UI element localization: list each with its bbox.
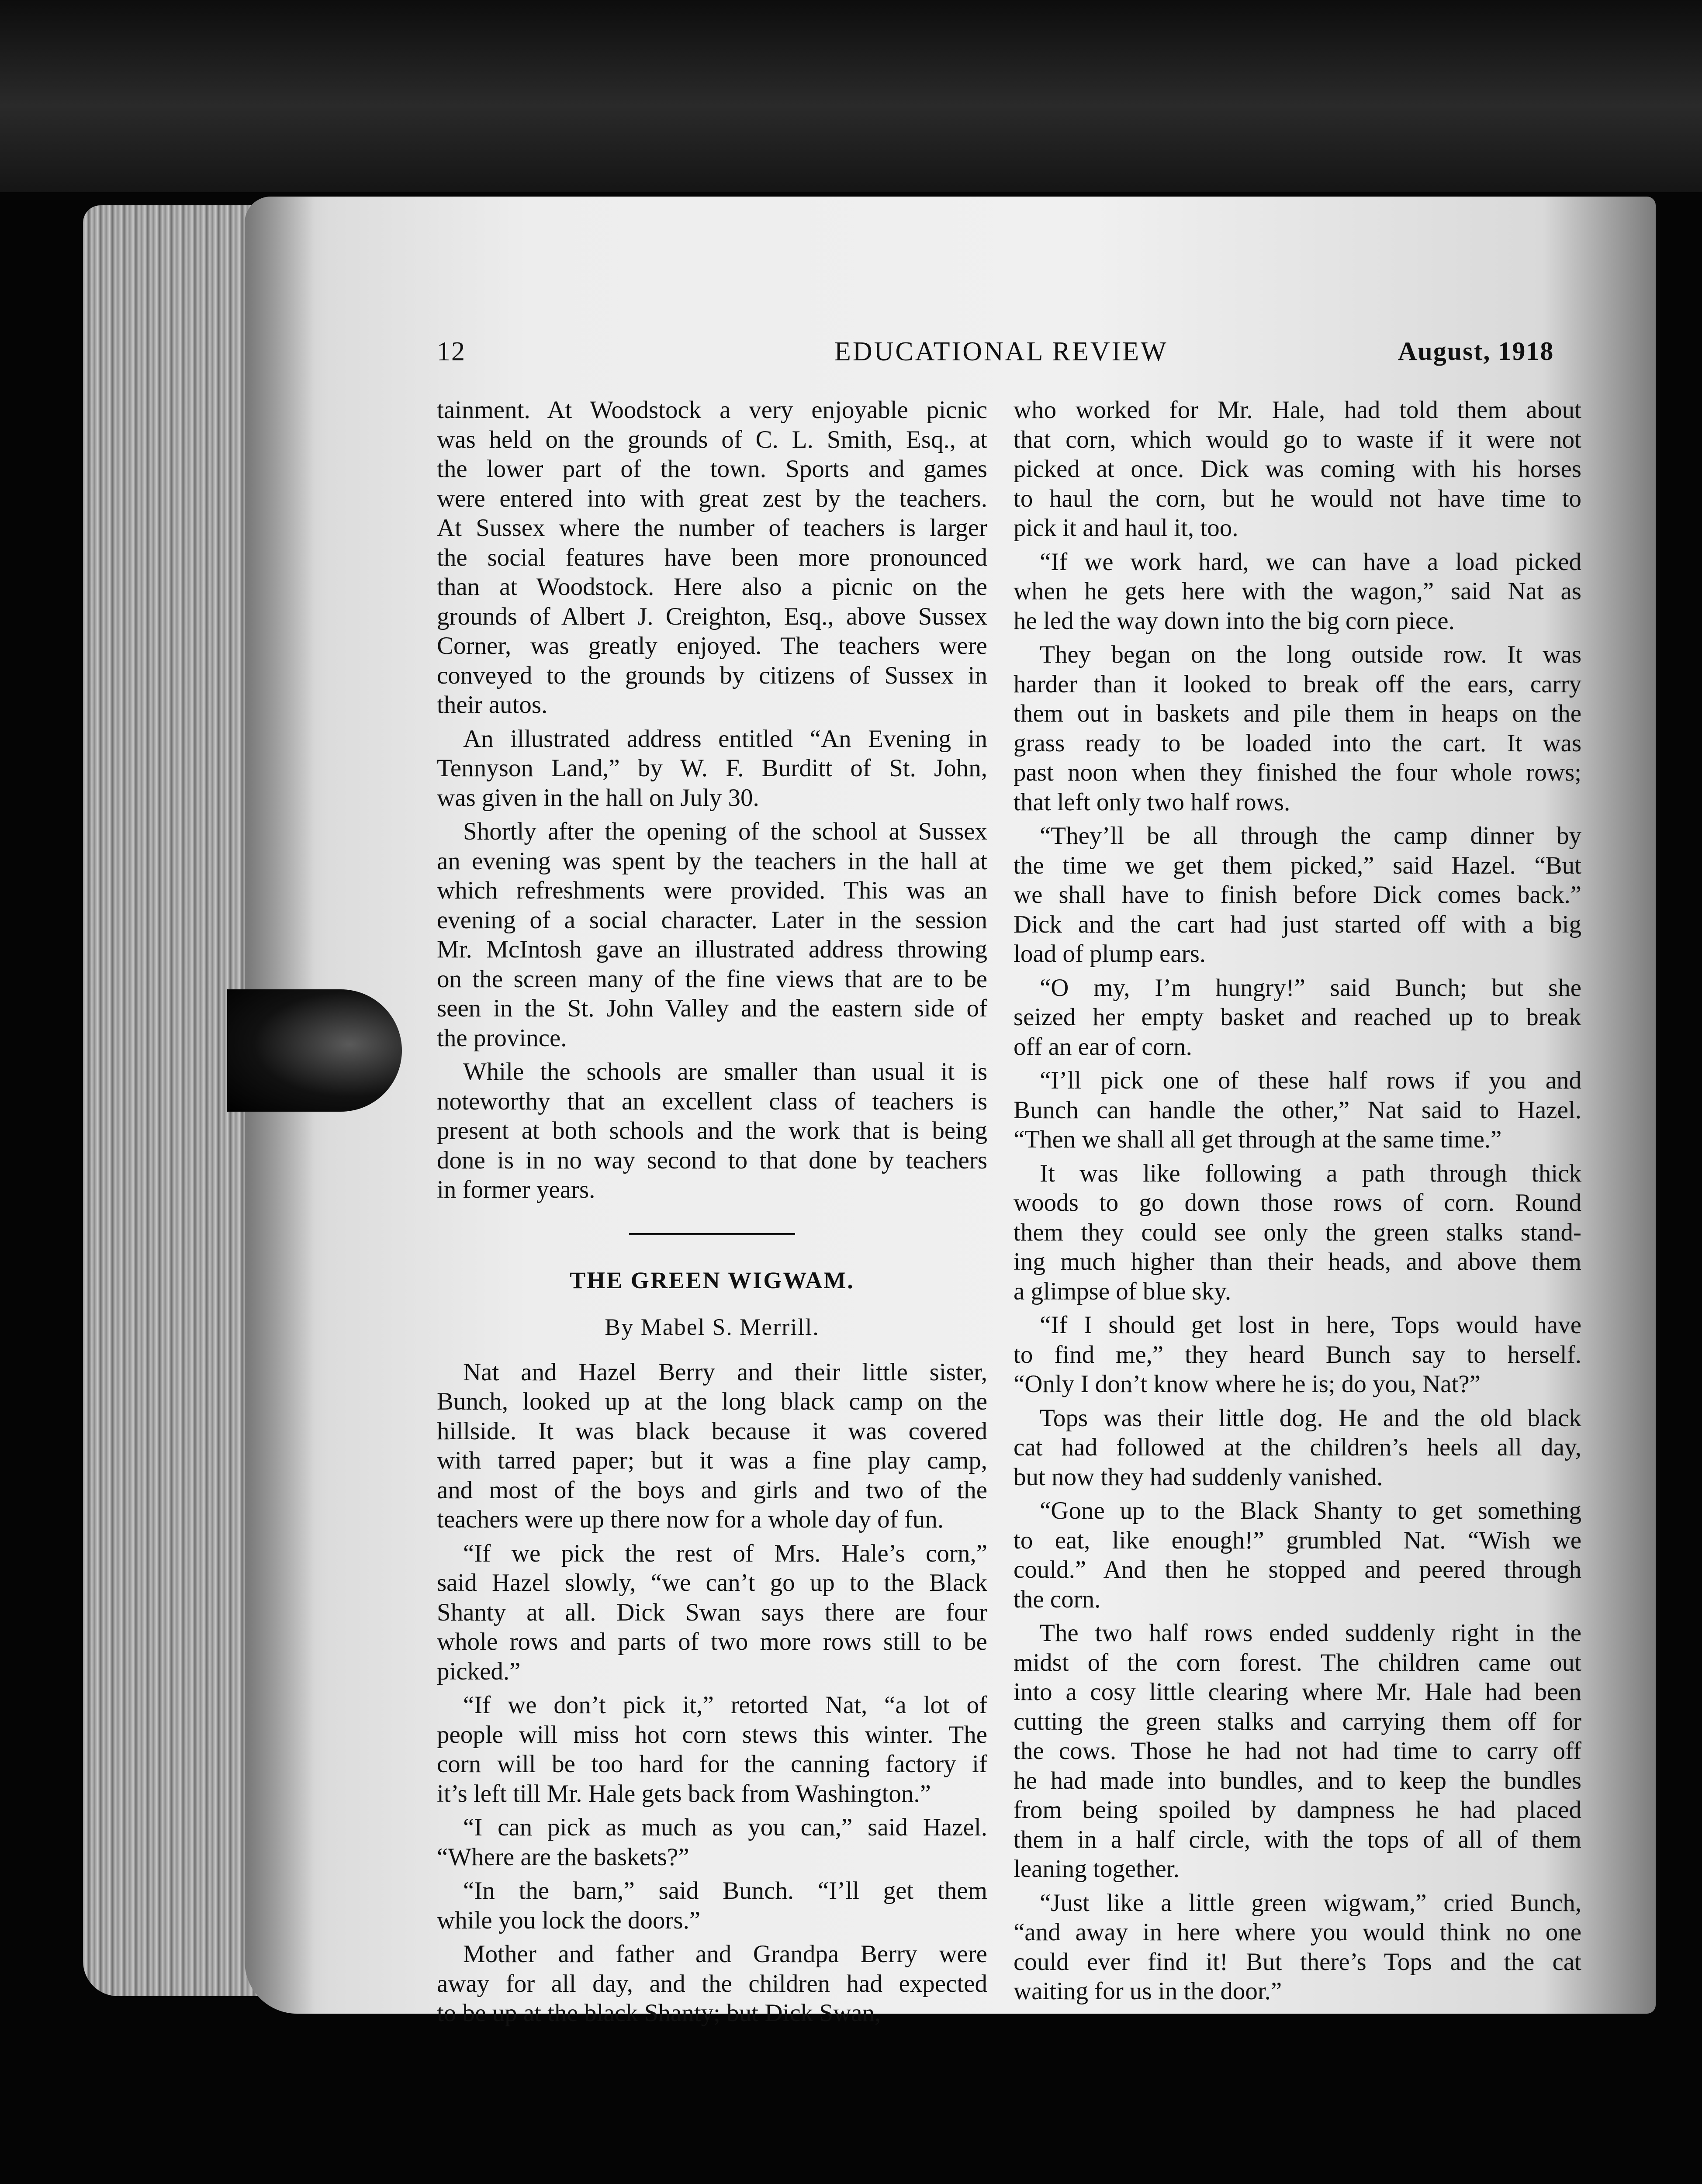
paragraph xyxy=(1014,1496,1581,1614)
text-line: cutting the green stalks and carrying them off for xyxy=(1014,1707,1581,1735)
paragraph-gap xyxy=(1014,1061,1581,1066)
paragraph xyxy=(1014,1403,1581,1492)
text-line: leaning together. xyxy=(1014,1855,1180,1883)
paragraph xyxy=(437,395,987,720)
paragraph-gap xyxy=(1014,543,1581,547)
text-line: to eat, like enough!” grumbled Nat. “Wish we xyxy=(1014,1526,1581,1554)
text-line: ing much higher than their heads, and above them xyxy=(1014,1248,1581,1275)
paragraph-gap xyxy=(437,1534,987,1539)
text-line: which refreshments were provided. This was an xyxy=(437,877,987,904)
text-line: to haul the corn, but he would not have time to xyxy=(1014,484,1581,512)
text-line: conveyed to the grounds by citizens of Sussex in xyxy=(437,661,987,689)
text-line: “If I should get lost in here, Tops would have xyxy=(1040,1311,1581,1339)
text-line: “Only I don’t know where he is; do you, Nat?” xyxy=(1014,1370,1481,1398)
text-line: Bunch can handle the other,” Nat said to Hazel. xyxy=(1014,1096,1581,1124)
text-line: “Then we shall all get through at the same time.” xyxy=(1014,1126,1502,1153)
paragraph-gap xyxy=(437,720,987,724)
text-line: the social features have been more pronounced xyxy=(437,543,987,571)
text-line: “Gone up to the Black Shanty to get something xyxy=(1040,1497,1581,1524)
paragraph-gap xyxy=(1014,1492,1581,1496)
paragraph xyxy=(437,1358,987,1534)
text-line: an evening was spent by the teachers in the hall at xyxy=(437,847,987,875)
story-byline: By Mabel S. Merrill. xyxy=(605,1314,820,1340)
text-line: the corn. xyxy=(1014,1585,1101,1613)
text-line: It was like following a path through thick xyxy=(1040,1159,1581,1187)
text-line: They began on the long outside row. It was xyxy=(1040,641,1581,668)
text-line: that corn, which would go to waste if it were not xyxy=(1014,425,1581,453)
story-title: THE GREEN WIGWAM. xyxy=(570,1267,854,1293)
text-line: their autos. xyxy=(437,691,548,719)
text-line: Tops was their little dog. He and the old black xyxy=(1040,1404,1581,1432)
text-line: “Where are the baskets?” xyxy=(437,1843,689,1871)
story-text-continued xyxy=(1014,395,1581,2011)
text-line: was held on the grounds of C. L. Smith, Esq., at xyxy=(437,425,987,453)
paragraph xyxy=(1014,1888,1581,2006)
text-line: people will miss hot corn stews this winter. The xyxy=(437,1721,987,1749)
text-line: to be up at the black Shanty; but Dick Swan, xyxy=(437,1999,881,2027)
text-line: than at Woodstock. Here also a picnic on the xyxy=(437,573,987,601)
paragraph xyxy=(437,1057,987,1205)
story-text xyxy=(437,1358,987,2032)
paragraph-gap xyxy=(437,1205,987,1209)
paragraph-gap xyxy=(437,1808,987,1813)
paragraph xyxy=(1014,973,1581,1062)
text-line: was given in the hall on July 30. xyxy=(437,784,759,812)
text-line: At Sussex where the number of teachers is larger xyxy=(437,514,987,542)
text-line: them they could see only the green stalks stand- xyxy=(1014,1218,1581,1246)
text-line: them out in baskets and pile them in heaps on the xyxy=(1014,700,1581,727)
text-line: picked.” xyxy=(437,1657,521,1685)
paragraph xyxy=(437,1876,987,1935)
paragraph xyxy=(437,817,987,1053)
text-line: “Just like a little green wigwam,” cried Bunch, xyxy=(1040,1889,1581,1917)
paragraph-gap xyxy=(1014,1154,1581,1159)
paragraph-gap xyxy=(437,1935,987,1939)
text-line: into a cosy little clearing where Mr. Hale had been xyxy=(1014,1678,1581,1706)
text-line: a glimpse of blue sky. xyxy=(1014,1277,1232,1305)
paragraph-gap xyxy=(1014,2006,1581,2011)
left-column xyxy=(437,395,987,2032)
text-line: the province. xyxy=(437,1024,567,1052)
text-line: that left only two half rows. xyxy=(1014,788,1290,816)
paragraph xyxy=(1014,821,1581,969)
text-line: he led the way down into the big corn piece. xyxy=(1014,607,1455,635)
thumb-tab-shadow xyxy=(227,989,402,1112)
text-line: past noon when they finished the four whole rows; xyxy=(1014,759,1581,786)
text-line: and most of the boys and girls and two of the xyxy=(437,1476,987,1504)
text-line: evening of a social character. Later in the session xyxy=(437,906,987,934)
paragraph-gap xyxy=(437,1053,987,1057)
scanner-top-band xyxy=(0,0,1702,192)
text-line: Tennyson Land,” by W. F. Burditt of St. John, xyxy=(437,754,987,782)
text-line: The two half rows ended suddenly right in the xyxy=(1040,1619,1581,1647)
text-line: grass ready to be loaded into the cart. It was xyxy=(1014,729,1581,757)
paragraph xyxy=(437,724,987,813)
paragraph-gap xyxy=(1014,817,1581,821)
paragraph-gap xyxy=(1014,1884,1581,1888)
text-line: waiting for us in the door.” xyxy=(1014,1977,1282,2005)
text-line: “I can pick as much as you can,” said Hazel. xyxy=(463,1814,987,1841)
section-separator xyxy=(629,1233,795,1235)
text-line: it’s left till Mr. Hale gets back from Washington.” xyxy=(437,1780,931,1807)
text-line: could.” And then he stopped and peered through xyxy=(1014,1556,1581,1583)
paragraph xyxy=(437,1813,987,1872)
text-line: present at both schools and the work that is being xyxy=(437,1117,987,1144)
text-line: could ever find it! But there’s Tops and the cat xyxy=(1014,1948,1581,1976)
text-line: cat had followed at the children’s heels all day, xyxy=(1014,1434,1581,1461)
paragraph xyxy=(1014,547,1581,636)
text-line: Bunch, looked up at the long black camp on the xyxy=(437,1388,987,1415)
paragraph-gap xyxy=(1014,1399,1581,1403)
text-line: noteworthy that an excellent class of teachers is xyxy=(437,1087,987,1115)
text-line: who worked for Mr. Hale, had told them about xyxy=(1014,396,1581,424)
paragraph-gap xyxy=(1014,1614,1581,1618)
text-line: harder than it looked to break off the ears, carry xyxy=(1014,670,1581,698)
text-line: “In the barn,” said Bunch. “I’ll get them xyxy=(463,1877,987,1904)
paragraph-gap xyxy=(437,1686,987,1690)
text-line: “If we pick the rest of Mrs. Hale’s corn,” xyxy=(463,1539,987,1567)
paragraph-gap xyxy=(437,1872,987,1876)
paragraph xyxy=(1014,1618,1581,1884)
paragraph xyxy=(1014,1310,1581,1399)
paragraph xyxy=(1014,640,1581,817)
text-line: said Hazel slowly, “we can’t go up to the Black xyxy=(437,1569,987,1597)
journal-title: EDUCATIONAL REVIEW xyxy=(834,337,1168,366)
text-line: seen in the St. John Valley and the eastern side of xyxy=(437,995,987,1022)
text-line: “O my, I’m hungry!” said Bunch; but she xyxy=(1040,974,1581,1002)
text-line: with tarred paper; but it was a fine play camp, xyxy=(437,1447,987,1474)
paragraph xyxy=(1014,1159,1581,1306)
right-column xyxy=(1014,395,1581,2011)
paragraph xyxy=(1014,395,1581,543)
text-line: picked at once. Dick was coming with his horses xyxy=(1014,455,1581,483)
text-line: load of plump ears. xyxy=(1014,940,1206,968)
text-line: “I’ll pick one of these half rows if you and xyxy=(1040,1067,1581,1094)
text-line: Nat and Hazel Berry and their little sister, xyxy=(463,1358,987,1386)
text-line: Mother and father and Grandpa Berry were xyxy=(463,1940,987,1968)
text-line: to find me,” they heard Bunch say to herself. xyxy=(1014,1341,1581,1368)
text-line: midst of the corn forest. The children came out xyxy=(1014,1648,1581,1676)
text-line: “and away in here where you would think no one xyxy=(1014,1918,1581,1946)
report-text xyxy=(437,395,987,1209)
paragraph-gap xyxy=(437,2028,987,2032)
issue-date: August, 1918 xyxy=(1398,337,1554,366)
text-line: pick it and haul it, too. xyxy=(1014,514,1238,542)
text-line: woods to go down those rows of corn. Round xyxy=(1014,1189,1581,1216)
text-line: Dick and the cart had just started off with a big xyxy=(1014,910,1581,938)
text-line: Shanty at all. Dick Swan says there are four xyxy=(437,1598,987,1626)
text-line: off an ear of corn. xyxy=(1014,1033,1192,1061)
text-line: teachers were up there now for a whole day of fun. xyxy=(437,1506,944,1533)
text-line: them in a half circle, with the tops of all of them xyxy=(1014,1825,1581,1853)
text-line: in former years. xyxy=(437,1176,595,1203)
paragraph xyxy=(437,1539,987,1686)
text-line: were entered into with great zest by the teachers. xyxy=(437,484,987,512)
text-line: while you lock the doors.” xyxy=(437,1906,701,1934)
text-line: we shall have to finish before Dick comes back.” xyxy=(1014,881,1581,909)
text-line: done is in no way second to that done by teachers xyxy=(437,1146,987,1174)
text-line: on the screen many of the fine views that are to be xyxy=(437,965,987,993)
text-line: he had made into bundles, and to keep the bundles xyxy=(1014,1766,1581,1794)
text-line: away for all day, and the children had expected xyxy=(437,1970,987,1997)
text-line: from being spoiled by dampness he had placed xyxy=(1014,1796,1581,1824)
text-line: the time we get them picked,” said Hazel. “But xyxy=(1014,851,1581,879)
text-line: While the schools are smaller than usual it is xyxy=(463,1058,987,1085)
text-line: the lower part of the town. Sports and games xyxy=(437,455,987,483)
text-line: hillside. It was black because it was covered xyxy=(437,1417,987,1445)
paragraph-gap xyxy=(1014,636,1581,640)
text-line: seized her empty basket and reached up to break xyxy=(1014,1003,1581,1031)
paragraph-gap xyxy=(1014,1306,1581,1310)
text-line: grounds of Albert J. Creighton, Esq., above Sussex xyxy=(437,602,987,630)
paragraph xyxy=(437,1939,987,2028)
page-number: 12 xyxy=(437,337,466,366)
paragraph xyxy=(437,1690,987,1808)
text-line: when he gets here with the wagon,” said Nat as xyxy=(1014,577,1581,605)
text-line: but now they had suddenly vanished. xyxy=(1014,1463,1383,1491)
text-line: tainment. At Woodstock a very enjoyable picnic xyxy=(437,396,987,424)
paragraph-gap xyxy=(437,812,987,817)
text-line: the cows. Those he had not had time to carry off xyxy=(1014,1737,1581,1765)
text-line: corn will be too hard for the canning factory if xyxy=(437,1750,987,1778)
text-line: whole rows and parts of two more rows still to be xyxy=(437,1628,987,1655)
paragraph-gap xyxy=(1014,969,1581,973)
paragraph xyxy=(1014,1066,1581,1154)
text-line: Mr. McIntosh gave an illustrated address throwing xyxy=(437,936,987,963)
text-line: Corner, was greatly enjoyed. The teachers were xyxy=(437,632,987,660)
text-line: “If we work hard, we can have a load picked xyxy=(1040,548,1581,576)
text-line: “If we don’t pick it,” retorted Nat, “a lot of xyxy=(463,1691,987,1719)
text-line: An illustrated address entitled “An Evening in xyxy=(463,725,987,753)
text-line: “They’ll be all through the camp dinner by xyxy=(1040,822,1581,850)
text-line: Shortly after the opening of the school at Sussex xyxy=(463,818,987,845)
